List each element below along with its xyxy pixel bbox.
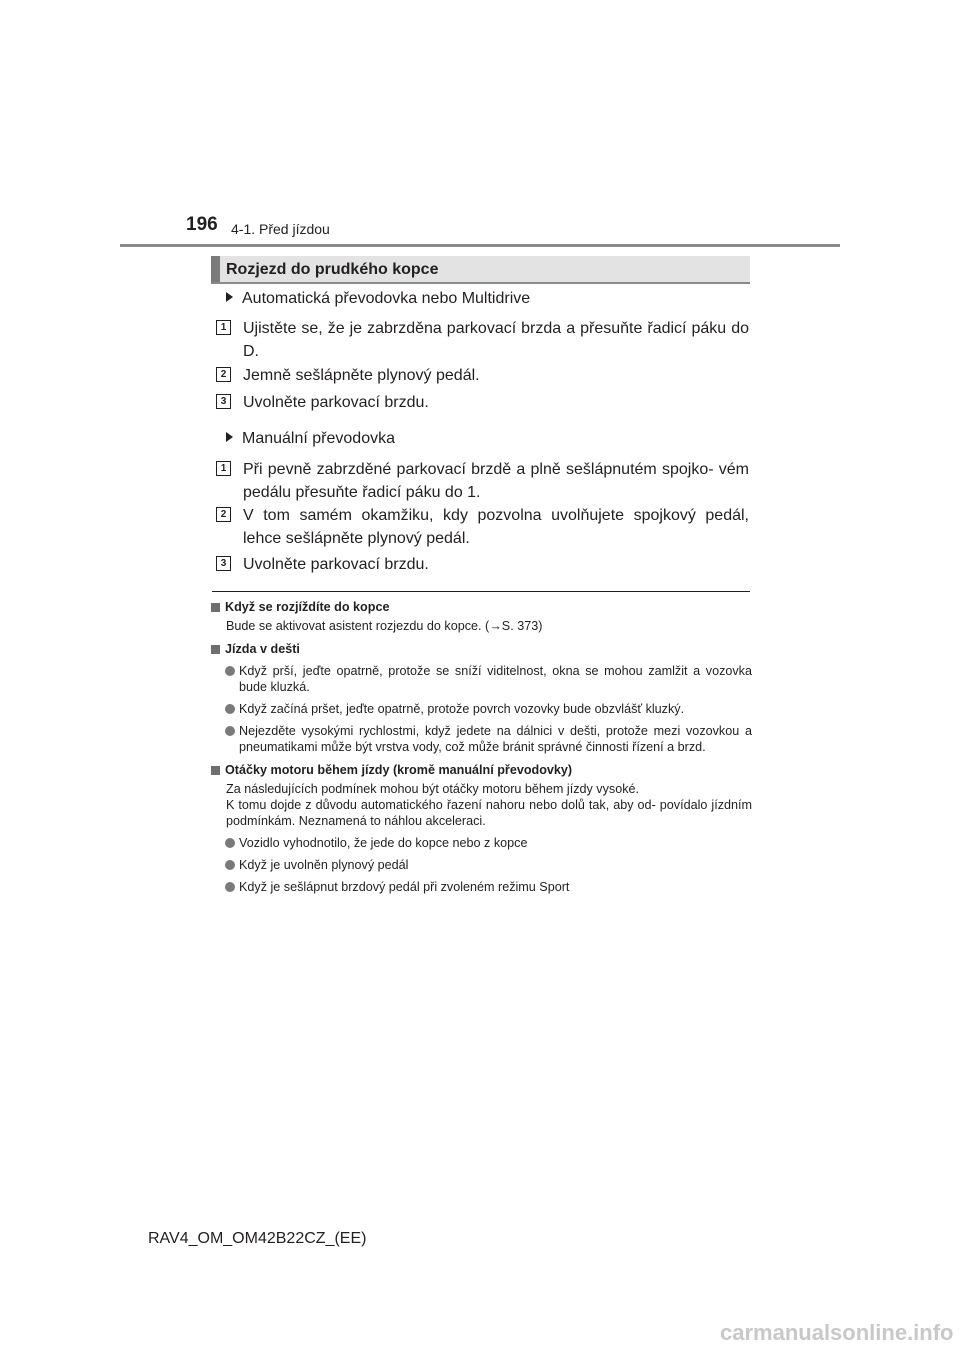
step-text: Uvolněte parkovací brzdu. [243,394,429,411]
list-item [225,723,752,755]
step-text: Ujistěte se, že je zabrzděna parkovací brzda a přesuňte řadicí páku do D. [243,320,749,360]
step-number-badge: 3 [216,556,231,571]
page-number: 196 [186,214,218,235]
list-item [225,835,752,851]
circle-bullet-icon [225,882,235,892]
note-bullets [225,835,752,895]
subheading-text: Manuální převodovka [242,430,395,447]
step-number-badge: 2 [216,367,231,382]
list-item-text: Nejezděte vysokými rychlostmi, když jedete na dálnici v dešti, protože mezi vozovkou a pneumatikami může být vrstva vody, což může bránit správné činnosti řízení a brzd. [239,724,752,754]
section-accent [211,256,220,282]
list-item-text: Když prší, jeďte opatrně, protože se sníží viditelnost, okna se mohou zamlžit a vozovka bude kluzká. [239,664,752,694]
note-paragraph: K tomu dojde z důvodu automatického řazení nahoru nebo dolů tak, aby od- povídalo jízdním podmínkám. Neznamená to náhlou akceleraci. [226,798,752,828]
step-text: Jemně sešlápněte plynový pedál. [243,367,480,384]
note-rain [211,641,752,755]
section-title-bar [211,256,750,284]
triangle-bullet-icon [226,292,233,302]
footer-document-code: RAV4_OM_OM42B22CZ_(EE) [148,1230,367,1247]
note-engine-rpm [211,762,752,895]
list-item-text: Když je uvolněn plynový pedál [239,858,409,872]
watermark: carmanualsonline.info [720,1320,954,1345]
square-bullet-icon [211,766,220,775]
subheading-automatic [226,290,530,308]
step-text: Uvolněte parkovací brzdu. [243,556,429,573]
note-title-text: Jízda v dešti [225,642,300,656]
section-title: Rozjezd do prudkého kopce [226,261,439,278]
note-body [226,618,752,634]
list-item-text: Když začíná pršet, jeďte opatrně, protože povrch vozovky bude obzvlášť kluzký. [239,702,685,716]
notes-section [211,599,752,902]
step-text: V tom samém okamžiku, kdy pozvolna uvolňujete spojkový pedál, lehce sešlápněte plynový pedál. [243,507,749,547]
notes-divider [212,591,750,592]
circle-bullet-icon [225,838,235,848]
list-item-text: Když je sešlápnut brzdový pedál při zvoleném režimu Sport [239,880,570,894]
circle-bullet-icon [225,666,235,676]
step-text: Při pevně zabrzděné parkovací brzdě a plně sešlápnutém spojko- vém pedálu přesuňte řadicí páku do 1. [243,461,749,501]
note-paragraph: Za následujících podmínek mohou být otáčky motoru během jízdy vysoké. [226,782,639,796]
triangle-bullet-icon [226,432,233,442]
note-body [226,781,752,829]
circle-bullet-icon [225,726,235,736]
step-number-badge: 1 [216,320,231,335]
note-title [211,641,752,657]
square-bullet-icon [211,603,220,612]
list-item [225,879,752,895]
step-number-badge: 1 [216,461,231,476]
note-title [211,599,752,615]
note-title-text: Když se rozjíždíte do kopce [225,600,390,614]
note-title-text: Otáčky motoru během jízdy (kromě manuální převodovky) [225,763,573,777]
circle-bullet-icon [225,704,235,714]
note-title [211,762,752,778]
note-paragraph: Bude se aktivovat asistent rozjezdu do kopce. (→S. 373) [226,619,543,633]
list-item-text: Vozidlo vyhodnotilo, že jede do kopce nebo z kopce [239,836,528,850]
subheading-text: Automatická převodovka nebo Multidrive [242,290,531,307]
chapter-title: 4-1. Před jízdou [231,221,330,237]
header-divider [120,244,840,247]
step-number-badge: 2 [216,507,231,522]
note-body [225,663,752,755]
step-number-badge: 3 [216,394,231,409]
square-bullet-icon [211,645,220,654]
note-hill-start [211,599,752,634]
list-item [225,857,752,873]
list-item [225,701,752,717]
circle-bullet-icon [225,860,235,870]
list-item [225,663,752,695]
subheading-manual [226,430,395,448]
